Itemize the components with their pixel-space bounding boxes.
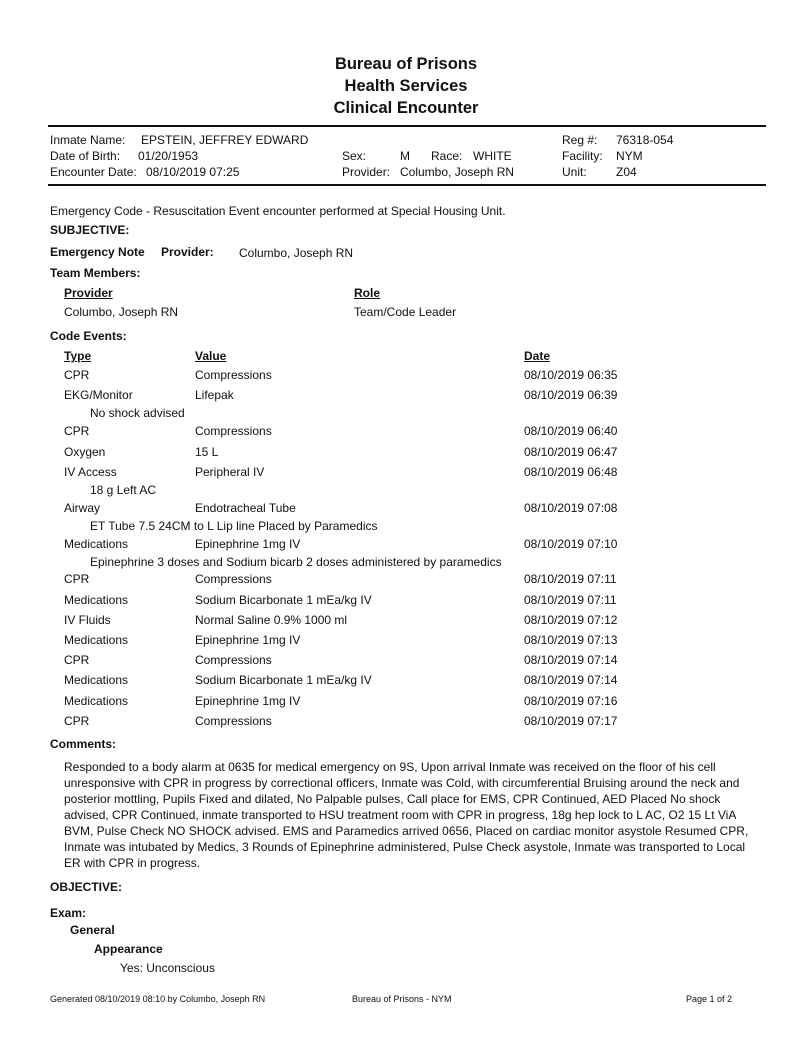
header-top-rule [48,125,766,127]
event-date: 08/10/2019 06:40 [524,424,618,438]
event-type: Medications [64,673,129,687]
event-type: CPR [64,653,90,667]
event-type: Medications [64,593,129,607]
team-role: Team/Code Leader [354,305,457,319]
title-line-3: Clinical Encounter [333,99,479,117]
event-type: Medications [64,633,129,647]
col-value: Value [195,349,227,363]
event-date: 08/10/2019 07:14 [524,653,618,667]
footer-generated: Generated 08/10/2019 08:10 by Columbo, Joseph RN [50,994,266,1004]
encounter-date: 08/10/2019 07:25 [146,165,240,179]
facility: NYM [616,149,643,163]
note-provider: Columbo, Joseph RN [239,246,354,260]
event-value: Lifepak [195,388,234,402]
col-type: Type [64,349,92,363]
inmate-name: EPSTEIN, JEFFREY EDWARD [141,133,309,147]
event-value: Sodium Bicarbonate 1 mEa/kg IV [195,673,372,687]
event-date: 08/10/2019 07:13 [524,633,618,647]
event-date: 08/10/2019 07:11 [524,593,617,607]
race-label: Race: [431,149,463,163]
event-value: Epinephrine 1mg IV [195,694,301,708]
reg-label: Reg #: [562,133,598,147]
event-note: 18 g Left AC [90,483,157,497]
event-date: 08/10/2019 07:11 [524,572,617,586]
event-type: Medications [64,694,129,708]
dob: 01/20/1953 [138,149,199,163]
event-note: ET Tube 7.5 24CM to L Lip line Placed by Paramedics [90,519,378,533]
comments-text: Responded to a body alarm at 0635 for medical emergency on 9S, Upon arrival Inmate was received on the floor of his cell unresponsive with CPR in progress by correctional officers, Inmate was Cold, with circumferential Bruising around the neck and posterior mottling, Pupils Fixed and dilated, No Palpable pulses, Call place for EMS, CPR Continued, AED Placed No shock advised, CPR Continued, inmate transported to HSU treatment room with CPR in progress, 18g hep lock to L AC, O2 15 Lt ViA BVM, Pulse Check NO SHOCK advised. EMS and Paramedics arrived 0656, Placed on cardiac monitor asystole Resumed CPR, Inmate was intubated by Medics, 3 Rounds of Epinephrine administered, Pulse Check asystole, Inmate was transported to Local ER with CPR in progress. [64,760,749,870]
emergency-note-label: Emergency Note [50,245,145,259]
dob-label: Date of Birth: [50,149,121,163]
event-type: Medications [64,537,129,551]
event-note: Epinephrine 3 doses and Sodium bicarb 2 doses administered by paramedics [90,555,502,569]
event-type: CPR [64,424,90,438]
header-bottom-rule [48,184,766,186]
footer-center: Bureau of Prisons - NYM [352,994,452,1004]
event-type: EKG/Monitor [64,388,133,402]
subjective-heading: SUBJECTIVE: [50,223,130,237]
code-events-heading: Code Events: [50,329,127,343]
event-value: Sodium Bicarbonate 1 mEa/kg IV [195,593,372,607]
event-date: 08/10/2019 06:39 [524,388,618,402]
general-heading: General [70,923,115,937]
event-date: 08/10/2019 07:16 [524,694,618,708]
event-date: 08/10/2019 07:17 [524,714,618,728]
event-value: Compressions [195,714,272,728]
event-date: 08/10/2019 06:48 [524,465,618,479]
team-provider: Columbo, Joseph RN [64,305,179,319]
team-col-provider: Provider [64,286,113,300]
event-date: 08/10/2019 06:35 [524,368,618,382]
event-date: 08/10/2019 07:08 [524,501,618,515]
race: WHITE [473,149,512,163]
team-members-heading: Team Members: [50,266,141,280]
provider-label: Provider: [342,165,391,179]
col-date: Date [524,349,551,363]
exam-heading: Exam: [50,906,87,920]
objective-heading: OBJECTIVE: [50,880,123,894]
unit-label: Unit: [562,165,587,179]
event-date: 08/10/2019 07:12 [524,613,618,627]
event-note: No shock advised [90,406,185,420]
event-type: CPR [64,368,90,382]
sex-label: Sex: [342,149,367,163]
event-type: CPR [64,572,90,586]
event-value: Endotracheal Tube [195,501,296,515]
event-type: Oxygen [64,445,106,459]
event-type: Airway [64,501,101,515]
inmate-name-label: Inmate Name: [50,133,126,147]
event-value: Epinephrine 1mg IV [195,633,301,647]
event-date: 08/10/2019 06:47 [524,445,618,459]
encounter-intro: Emergency Code - Resuscitation Event encounter performed at Special Housing Unit. [50,204,506,218]
comments-heading: Comments: [50,737,117,751]
event-value: Peripheral IV [195,465,265,479]
event-value: Compressions [195,653,272,667]
event-date: 08/10/2019 07:10 [524,537,618,551]
event-value: Epinephrine 1mg IV [195,537,301,551]
unit: Z04 [616,165,637,179]
provider: Columbo, Joseph RN [400,165,515,179]
facility-label: Facility: [562,149,603,163]
appearance-heading: Appearance [94,942,163,956]
event-date: 08/10/2019 07:14 [524,673,618,687]
event-value: Compressions [195,424,272,438]
event-value: 15 L [195,445,219,459]
title-line-2: Health Services [344,77,468,95]
event-type: IV Access [64,465,117,479]
event-type: CPR [64,714,90,728]
sex: M [400,149,410,163]
event-value: Compressions [195,572,272,586]
appearance-value: Yes: Unconscious [120,961,215,975]
event-value: Normal Saline 0.9% 1000 ml [195,613,348,627]
footer-page-number: Page 1 of 2 [686,994,733,1004]
reg-number: 76318-054 [616,133,674,147]
event-type: IV Fluids [64,613,111,627]
event-value: Compressions [195,368,272,382]
encounter-date-label: Encounter Date: [50,165,137,179]
title-line-1: Bureau of Prisons [334,55,478,73]
note-provider-label: Provider: [161,245,214,259]
team-col-role: Role [354,286,381,300]
